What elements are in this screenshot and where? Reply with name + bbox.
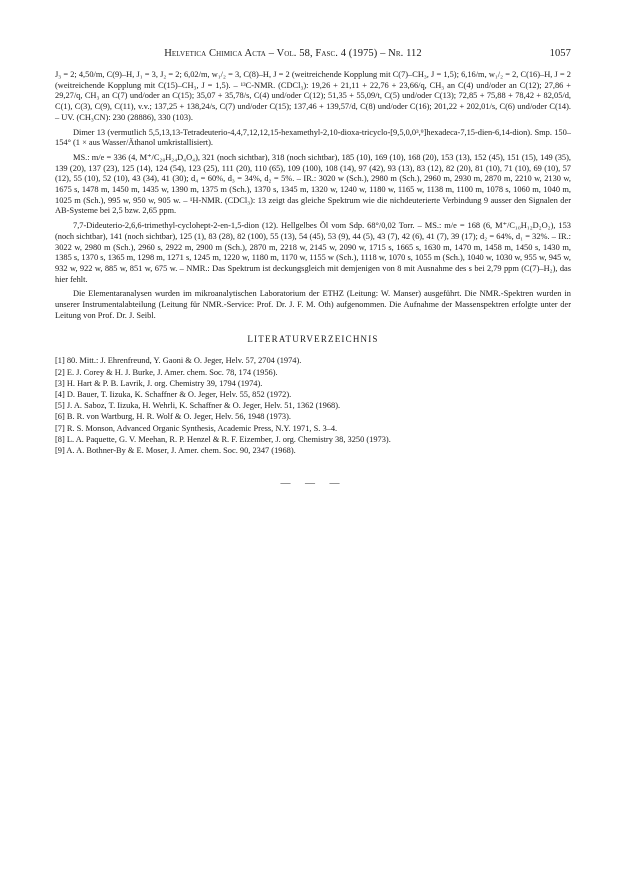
references-heading: LITERATURVERZEICHNIS xyxy=(247,334,379,345)
ms-ir-paragraph: MS.: m/e = 336 (4, M⁺/C₂₀H₂₄D₄O₄), 321 (noch sichtbar), 318 (noch sichtbar), 185 (10), 169 (10), 168 (20), 153 (13), 152 (45), 151 (15), 149 (35), 139 (20), 137 (23), 125 (14), 124 (54), 123 (25), 111 (20), 110 (65), 109 (100), 108 (14), 97 (42), 93 (13), 83 (12), 82 (20), 81 (10), 71 (10), 69 (10), 57 (12), 55 (10), 52 (10), 43 (34), 41 (30); d₄ = 60%, d₃ = 34%, d₂ = 5%. – IR.: 3020 w (Sch.), 2980 m (Sch.), 2960 m, 2930 m, 2870 m, 2210 w, 2130 w, 1675 s, 1478 m, 1450 m, 1435 w, 1390 m, 1375 m (Sch.), 1370 s, 1345 m, 1320 w, 1240 w, 1180 w, 1165 w, 1138 m, 1100 m, 1078 s, 1060 m, 1040 m, 1025 m (Sch.), 995 w, 950 w, 905 w. – ¹H-NMR. (CDCl₃): 13 zeigt das gleiche Spektrum wie die nichdeuterierte Verbindung 9 ausser den Signalen der AB-Systeme bei 2,5 bzw. 2,65 ppm. xyxy=(55,152,571,216)
end-of-article-mark: — — — xyxy=(280,478,346,490)
running-head xyxy=(55,48,571,70)
reference-item: [5] J. A. Saboz, T. Iizuka, H. Wehrli, K. Schaffner & O. Jeger, Helv. 51, 1362 (1968). xyxy=(55,401,341,411)
reference-item: [2] E. J. Corey & H. J. Burke, J. Amer. chem. Soc. 78, 174 (1956). xyxy=(55,367,278,377)
page-number: 1057 xyxy=(549,48,571,59)
experimental-section xyxy=(55,70,571,321)
compound-12-paragraph: 7,7-Dideuterio-2,6,6-trimethyl-cyclohept-2-en-1,5-dion (12). Hellgelbes Öl vom Sdp. 68°/0,02 Torr. – MS.: m/e = 168 (6, M⁺/C₁₀H₁₂D₂O₂), 153 (noch sichtbar), 141 (noch sichtbar), 125 (1), 83 (28), 82 (100), 55 (13), 54 (45), 53 (9), 44 (5), 43 (7), 42 (6), 41 (7), 39 (17); d₂ = 64%, d₁ = 32%. – IR.: 3022 w, 2980 m (Sch.), 2960 s, 2922 m, 2900 m (Sch.), 2870 m, 2218 w, 2145 w, 2090 w, 1715 s, 1665 s, 1630 m, 1470 m, 1458 m, 1450 s, 1430 m, 1385 s, 1370 s, 1365 m, 1298 m, 1271 s, 1245 m, 1220 w, 1180 m, 1170 w, 1155 w (Sch.), 1118 w, 1070 s, 1055 m (Sch.), 1040 w, 1030 w, 955 w, 945 w, 932 w, 922 w, 885 w, 851 w, 675 w. – NMR.: Das Spektrum ist deckungsgleich mit demjenigen von 8 mit Ausnahme des s bei 2,79 ppm (C(7)–H₂), das hier fehlt. xyxy=(55,221,571,284)
acknowledgement-paragraph: Die Elementaranalysen wurden im mikroanalytischen Laboratorium der ETHZ (Leitung: W. Manser) ausgeführt. Die NMR.-Spektren wurden in unserer Instrumentalabteilung (Leitung für NMR.-Service: Prof. Dr. J. F. M. Oth) aufgenommen. Die Aufnahme der Massenspektren erfolgte unter der Leitung von Prof. Dr. J. Seibl. xyxy=(55,289,571,320)
reference-item: [1] 80. Mitt.: J. Ehrenfreund, Y. Gaoni & O. Jeger, Helv. 57, 2704 (1974). xyxy=(55,356,302,366)
nmr-data-paragraph: J₃ = 2; 4,50/m, C(9)–H, J₁ = 3, J₂ = 2; 6,02/m, w₁/₂ = 3, C(8)–H, J = 2 (weitreichende Kopplung mit C(7)–CH₃, J = 1,5); 6,16/m, w₁/₂ = 2, C(16)–H, J = 2 (weitreichende Kopplung mit C(15)–CH₃, J = 1,5). – ¹³C-NMR. (CDCl₃): 19,26 + 21,11 + 22,76 + 23,66/q, CH₃ an C(4) und/oder an C(12); 27,86 + 29,27/q, CH₃ an C(7) und/oder an C(15); 35,07 + 35,78/s, C(4) und/oder C(12); 51,35 + 55,09/t, C(5) und/oder C(13); 72,85 + 75,88 + 78,42 + 82,05/d, C(1), C(3), C(9), C(11), v.v.; 137,25 + 138,24/s, C(7) und/oder C(15); 137,46 + 139,57/d, C(8) und/oder C(16); 201,22 + 202,01/s, C(6) und/oder C(14). – UV. (CH₃CN): 230 (28886), 330 (103). xyxy=(55,70,571,122)
journal-page xyxy=(55,48,571,489)
references-list xyxy=(55,355,571,456)
journal-title: Helvetica Chimica Acta – Vol. 58, Fasc. 4 (1975) – Nr. 112 xyxy=(164,48,422,59)
reference-item: [8] L. A. Paquette, G. V. Meehan, R. P. Henzel & R. F. Eizember, J. org. Chemistry 38, 3250 (1973). xyxy=(55,434,391,444)
reference-item: [9] A. A. Bothner-By & E. Moser, J. Amer. chem. Soc. 90, 2347 (1968). xyxy=(55,446,296,456)
reference-item: [3] H. Hart & P. B. Lavrik, J. org. Chemistry 39, 1794 (1974). xyxy=(55,378,263,388)
reference-item: [4] D. Bauer, T. Iizuka, K. Schaffner & O. Jeger, Helv. 55, 852 (1972). xyxy=(55,390,292,400)
dimer-13-paragraph: Dimer 13 (vermutlich 5,5,13,13-Tetradeuterio-4,4,7,12,12,15-hexamethyl-2,10-dioxa-tricyclo-[9,5,0,0³,⁹]hexadeca-7,15-dien-6,14-dion). Smp. 150–154° (1 × aus Wasser/Äthanol umkristallisiert). xyxy=(55,127,571,148)
reference-item: [7] R. S. Monson, Advanced Organic Synthesis, Academic Press, N.Y. 1971, S. 3–4. xyxy=(55,423,338,433)
reference-item: [6] B. R. von Wartburg, H. R. Wolf & O. Jeger, Helv. 56, 1948 (1973). xyxy=(55,412,291,422)
